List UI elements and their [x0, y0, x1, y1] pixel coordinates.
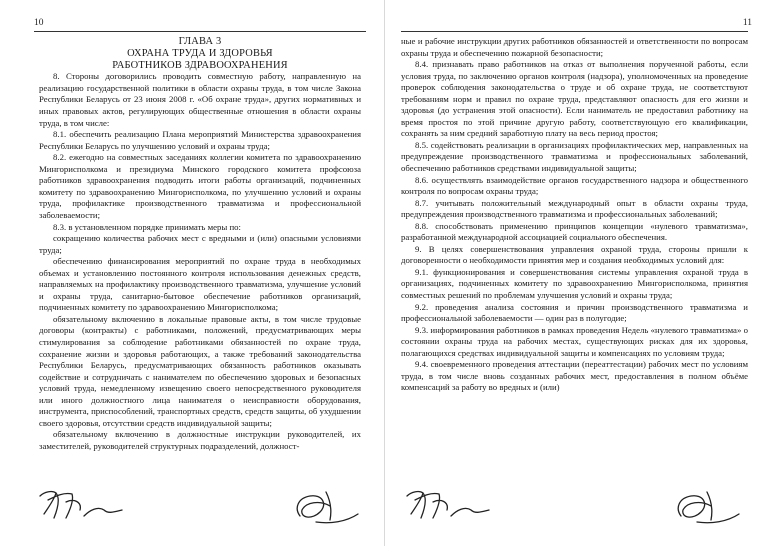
chapter-title-line-1: ОХРАНА ТРУДА И ЗДОРОВЬЯ — [127, 47, 273, 59]
page-number: 11 — [742, 18, 752, 28]
paragraph: 8.5. содействовать реализации в организациях профилактических мер, направленных на предупреждение производственного травматизма и профессиональных заболеваний, обеспечению работников средствами индивидуальной защиты; — [401, 139, 748, 174]
paragraph: обязательному включению в локальные правовые акты, в том числе трудовые договоры (контракты) с работниками, положений, предусматривающих меры стимулирования за соблюдение работниками обязанностей по охране труда, сохранение жизни и здоровья работающих, а также требований законодательства Республики Беларусь, предусматривающих обязанность работников оказывать содействие и сотрудничать с нанимателем по обеспечению здоровых и безопасных условий труда, немедленному извещению своего непосредственного руководителя или иного должностного лица нанимателя о неисправности оборудования, инструмента, приспособлений, транспортных средств, средств защиты, об ухудшении своего здоровья, отсутствии средств индивидуальной защиты; — [39, 313, 361, 428]
paragraph: 9.3. информирования работников в рамках проведения Недель «нулевого травматизма» о состоянии охраны труда на рабочих местах, существующих рисках для их здоровья, полагающихся средствах индивидуальной защиты и компенсациях по условиям труда; — [401, 324, 748, 358]
paragraph: 9.4. своевременного проведения аттестации (переаттестации) рабочих мест по условиям труда, в том числе вновь созданных рабочих мест, предоставления в полном объёме компенсаций за работу во вредных и (или) — [401, 359, 748, 393]
paragraph: 8. Стороны договорились проводить совместную работу, направленную на реализацию государственной политики в области охраны труда, в том числе Закона Республики Беларусь от 23 июня 2008 г. «Об охране труда», других нормативных и иных правовых актов, регулирующих общественные отношения в области охраны труда, в том числе: — [39, 71, 361, 128]
header-rule — [401, 31, 748, 32]
paragraph: обязательному включению в должностные инструкции руководителей, их заместителей, руководителей структурных подразделений, должност- — [39, 429, 361, 451]
right-page-content — [401, 36, 748, 394]
paragraph: 9.1. функционирования и совершенствования системы управления охраной труда в организациях, подчиненных комитету по здравоохранению Мингорисполкома, принятия совместных решений по проблемам улучшения условий и охраны труда; — [401, 266, 748, 301]
chapter-number: ГЛАВА 3 — [178, 36, 222, 47]
paragraph: 8.8. способствовать применению принципов концепции «нулевого травматизма», разработанной международной ассоциацией социального обеспечения. — [401, 220, 748, 243]
page-number: 10 — [34, 18, 44, 28]
paragraph: 8.2. ежегодно на совместных заседаниях коллегии комитета по здравоохранению Мингорисполкома и президиума Минского городского комитета профсоюза работников здравоохранения подводить итоги работы организаций, подчиненных комитету по здравоохранению Мингорисполкома, по улучшению условий и охраны труда, профилактике производственного травматизма и профессиональной заболеваемости; — [39, 152, 361, 220]
paragraph: обеспечению финансирования мероприятий по охране труда в необходимых объемах и установлению постоянного контроля использования денежных средств, направляемых на профилактику производственного травматизма, улучшение условий и охраны труда, санитарно-бытовое обеспечение работников организаций, подчиненных комитету по здравоохранению Мингорисполкома; — [39, 256, 361, 313]
handwritten-signature — [667, 478, 747, 538]
paragraph: 9. В целях совершенствования управления охраной труда, стороны пришли к договоренности о необходимости принятия мер и создания необходимых условий для: — [401, 243, 748, 266]
left-page-content — [39, 36, 361, 452]
paragraph: 8.1. обеспечить реализацию Плана мероприятий Министерства здравоохранения Республики Беларусь по улучшению условий и охраны труда; — [39, 129, 361, 151]
paragraph: 8.3. в установленном порядке принимать меры по: — [53, 221, 241, 232]
right-page — [385, 0, 770, 546]
header-rule — [34, 31, 366, 32]
paragraph: 8.6. осуществлять взаимодействие органов государственного надзора и общественного контроля по вопросам охраны труда; — [401, 174, 748, 197]
paragraph: сокращению количества рабочих мест с вредными и (или) опасными условиями труда; — [39, 233, 361, 255]
handwritten-signature — [34, 478, 129, 538]
chapter-title-line-2: РАБОТНИКОВ ЗДРАВООХРАНЕНИЯ — [112, 59, 288, 71]
chapter-heading — [39, 36, 361, 71]
handwritten-signature — [286, 478, 366, 538]
paragraph: 9.2. проведения анализа состояния и причин производственного травматизма и профессиональной заболеваемости — один раз в полугодие; — [401, 301, 748, 324]
handwritten-signature — [401, 478, 496, 538]
continued-paragraph: ные и рабочие инструкции других работников обязанностей и ответственности по вопросам охраны труда и обеспечению пожарной безопасности; — [401, 36, 748, 58]
paragraph: 8.4. признавать право работников на отказ от выполнения порученной работы, если условия труда, по заключению органов контроля (надзора), уполномоченных на проведение проверок соблюдения законодательства о труде и об охране труда, не соответствуют требованиям норм и правил по охране труда, представляют опасность для его жизни и здоровья (до устранения этой опасности). Если наниматель не предоставил работнику на время простоя по этой причине другую работу, соответствующую его квалификации, сохранять за ним средний заработную плату на весь период простоя; — [401, 59, 748, 139]
paragraph: 8.7. учитывать положительный международный опыт в области охраны труда, предупреждения производственного травматизма и профессиональных заболеваний; — [401, 197, 748, 220]
